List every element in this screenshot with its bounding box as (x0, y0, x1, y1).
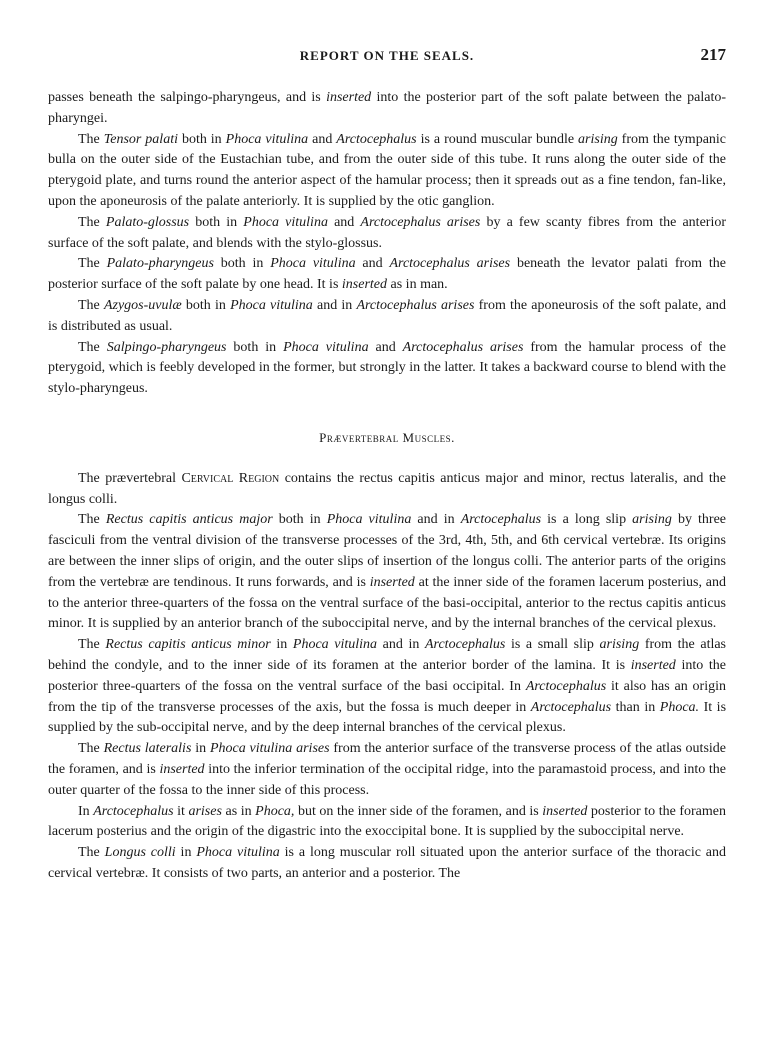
text: and (368, 339, 403, 355)
text: The (78, 845, 105, 861)
species-name: Phoca vitulina (230, 297, 313, 313)
muscle-name: Palato-glossus (105, 214, 190, 230)
italic-term: inserted (326, 90, 372, 105)
species-name: Arctocephalus arises (360, 214, 481, 230)
species-name: Phoca vitulina (225, 131, 309, 147)
paragraph (48, 88, 726, 130)
text: from the tympanic bulla on the outer side of the Eustachian tube, and from the outer side of this tube. It runs along the outer side of the pterygoid plate, and turns round the anterior aspect of the hamular process; then it spreads out as a fine tendon, fan-like, upon the aponeurosis of the palate anteriorly. It is supplied by the otic ganglion. (48, 131, 727, 209)
text: it (173, 803, 189, 819)
muscle-name: Rectus lateralis (103, 741, 192, 757)
text: The (78, 512, 106, 528)
italic-term: arising (578, 131, 618, 147)
text: but on the inner side of the foramen, and is (294, 803, 543, 819)
text: and in (312, 297, 357, 313)
text: into the posterior part of the soft palate between the palato-pharyngei. (48, 90, 727, 126)
paragraph (48, 254, 726, 296)
text: as in (221, 803, 256, 819)
species-name: Phoca vitulina (196, 845, 280, 861)
paragraph (48, 802, 726, 844)
text: The prævertebral (78, 470, 182, 486)
species-name: Phoca vitulina (283, 339, 369, 355)
italic-term: inserted (630, 657, 676, 673)
text: and (327, 214, 361, 230)
text: from the hamular process of the pterygoid, which is feebly developed in the former, but strongly in the latter. It takes a backward course to blend with the stylo-pharyngeus. (48, 339, 726, 397)
text: into the posterior three-quarters of the fossa on the ventral surface of the basi occipital. In (48, 657, 727, 694)
paragraph (48, 338, 726, 400)
page-number: 217 (700, 45, 726, 64)
italic-term: inserted (369, 574, 415, 590)
text: as in man. (387, 277, 448, 293)
text: and in (377, 637, 425, 653)
text: posterior to the foramen lacerum posterius and the origin of the digastric into the exoccipital bone. It is supplied by the suboccipital nerve. (48, 803, 726, 840)
paragraph (48, 635, 726, 739)
text: both in (189, 214, 244, 230)
text: The (78, 256, 107, 272)
species-name: Phoca, (255, 803, 295, 819)
text: passes beneath the salpingo-pharyngeus, and is (48, 90, 327, 105)
species-name: Arctocephalus (93, 803, 174, 819)
italic-term: arising (599, 637, 640, 653)
muscle-name: Tensor palati (103, 131, 178, 147)
text: and (355, 256, 390, 272)
text: and in (411, 512, 461, 528)
text: in (191, 741, 210, 757)
muscle-name: Longus colli (104, 845, 176, 861)
text: than in (611, 699, 660, 715)
text: contains the rectus capitis anticus major and minor, rectus lateralis, and the longus colli. (48, 470, 727, 507)
species-name: Arctocephalus (525, 678, 607, 694)
text: The (78, 131, 104, 147)
species-name: Arctocephalus (424, 637, 506, 653)
text: from the atlas behind the condyle, and to the inner side of its foramen at the anterior border of the lamina. It is (48, 637, 727, 673)
paragraph (48, 739, 726, 801)
text: from the aponeurosis of the soft palate, and is distributed as usual. (48, 297, 727, 334)
text: both in (213, 256, 271, 272)
species-name: Phoca vitulina arises (209, 741, 330, 757)
text: The (78, 214, 106, 230)
text: The (78, 741, 104, 757)
muscle-name: Palato-pharyngeus (106, 256, 214, 272)
species-name: Arctocephalus (530, 699, 612, 715)
italic-term: arising (632, 512, 672, 528)
species-name: Arctocephalus (460, 512, 542, 528)
italic-term: inserted (542, 803, 588, 819)
text: both in (177, 131, 226, 147)
text: by three fasciculi from the ventral division of the transverse processes of the 3rd, 4th, 5th, and 6th cervical vertebræ. Its origins are between the inner slips of origin, and the outer slips of insertion of the longus colli. The anterior parts of the origins from the vertebræ are tendinous. It runs forwards, and is (48, 512, 727, 590)
text: In (78, 803, 94, 819)
italic-term: inserted (159, 761, 205, 777)
header-title: REPORT ON THE SEALS. (299, 48, 475, 63)
species-name: Arctocephalus arises (402, 339, 524, 355)
text: is a small slip (505, 637, 600, 653)
species-name: Arctocephalus (336, 131, 417, 147)
text: beneath the levator palati from the posterior surface of the soft palate by one head. It is (48, 256, 727, 293)
paragraph (48, 843, 726, 885)
muscle-name: Rectus capitis anticus minor (105, 637, 271, 653)
small-caps-term: Cervical Region (181, 470, 280, 486)
muscle-name: Azygos-uvulæ (103, 297, 182, 313)
paragraph (48, 296, 726, 338)
species-name: Phoca. (659, 699, 700, 715)
paragraph (48, 130, 726, 213)
text: is a long slip (541, 512, 633, 528)
text: in (270, 637, 293, 653)
text: The (78, 297, 104, 313)
text: at the inner side of the foramen lacerum posterius, and to the anterior three-quarters of the fossa on the ventral surface of the basi-occipital, anterior to the rectus capitis anticus minor. It is supplied by an anterior branch of the suboccipital nerve, and by the internal branches of the cervical plexus. (48, 574, 726, 632)
running-header (48, 45, 726, 70)
italic-term: arises (188, 803, 222, 819)
body-text (48, 88, 726, 885)
text: and (308, 131, 337, 147)
text: from the anterior surface of the transverse process of the atlas outside the foramen, and is (48, 741, 726, 777)
text: It is supplied by the sub-occipital nerve, and by the deep internal branches of the cervical plexus. (48, 699, 727, 736)
text: is a round muscular bundle (416, 131, 579, 147)
paragraph (48, 213, 726, 255)
text: The (78, 637, 106, 653)
species-name: Phoca vitulina (326, 512, 412, 528)
paragraph (48, 469, 726, 511)
text: it also has an origin from the tip of the transverse processes of the axis, but the fossa is much deeper in (48, 678, 726, 715)
text: in (175, 845, 197, 861)
text: both in (272, 512, 327, 528)
italic-term: inserted (341, 277, 388, 293)
text: by a few scanty fibres from the anterior surface of the soft palate, and blends with the stylo-glossus. (48, 214, 727, 251)
species-name: Phoca vitulina (243, 214, 328, 230)
muscle-name: Rectus capitis anticus major (105, 512, 273, 528)
muscle-name: Salpingo-pharyngeus (106, 339, 227, 355)
text: into the inferior termination of the occipital ridge, into the paramastoid process, and into the outer quarter of the fossa to the inner side of this process. (48, 761, 726, 798)
text: both in (181, 297, 231, 313)
text: The (78, 339, 107, 355)
text: is a long muscular roll situated upon the anterior surface of the thoracic and cervical vertebræ. It consists of two parts, an anterior and a posterior. The (48, 845, 727, 881)
species-name: Arctocephalus arises (356, 297, 475, 313)
species-name: Arctocephalus arises (389, 256, 511, 272)
text: both in (226, 339, 284, 355)
section-heading: Prævertebral Muscles. (319, 429, 455, 445)
paragraph (48, 510, 726, 635)
species-name: Phoca vitulina (270, 256, 356, 272)
species-name: Phoca vitulina (292, 637, 378, 653)
